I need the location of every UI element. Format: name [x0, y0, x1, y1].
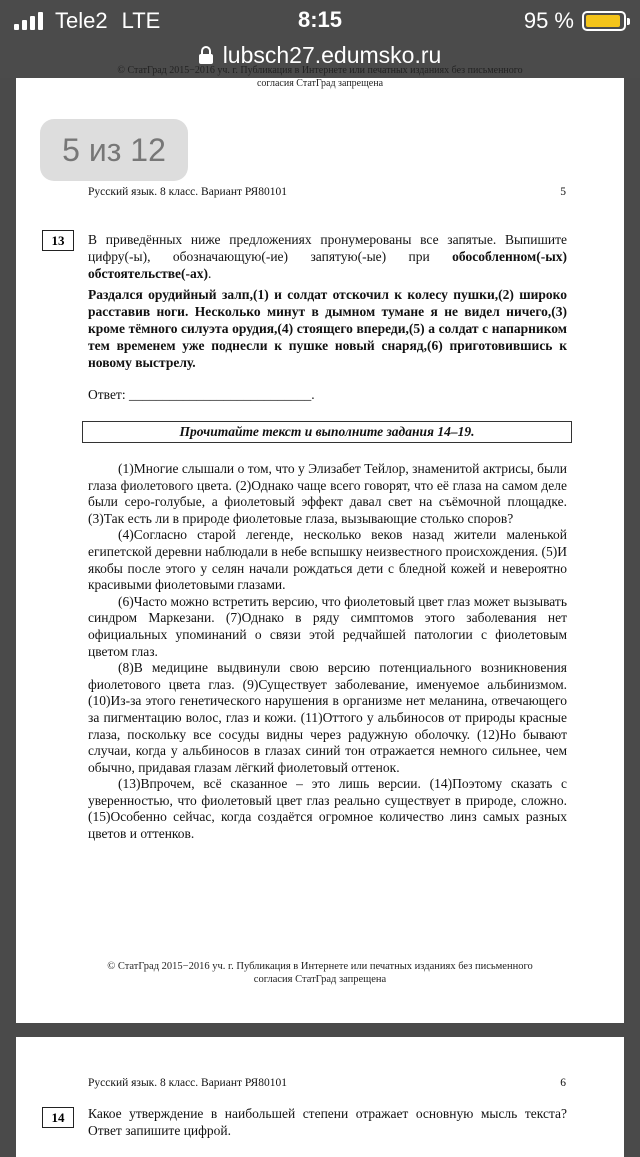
task-number-13: 13: [42, 230, 74, 251]
lock-icon: [199, 46, 213, 64]
task-number-14: 14: [42, 1107, 74, 1128]
answer-line: Ответ: ___________________________.: [88, 387, 315, 402]
footer-line1: © СтатГрад 2015−2016 уч. г. Публикация в Интернете или печатных изданиях без письменного: [107, 961, 533, 972]
battery-status: [524, 7, 626, 35]
page-footer: [16, 960, 624, 986]
clock: 8:15: [297, 7, 343, 32]
battery-icon: [582, 11, 626, 31]
header-title: Русский язык. 8 класс. Вариант РЯ80101: [88, 1077, 287, 1089]
text-paragraph: (4)Согласно старой легенде, несколько веков назад жители маленькой египетской деревни наблюдали в небе вспышку неизвестного происхождения. (5)И якобы после этого у селян начали рождаться дети с бледной кожей и невероятно красивыми фиолетовыми глазами.: [88, 527, 567, 593]
instruction-text: В приведённых ниже предложениях пронумерованы все запятые. Выпишите цифру(-ы), обозначающую(-ие) запятую(-ые) при: [88, 232, 567, 264]
task-13-sentence: Раздался орудийный залп,(1) и солдат отскочил к колесу пушки,(2) широко расставив ноги. Несколько минут в дымном тумане я не видел ничего,(3) кроме тёмного силуэта орудия,(4) стоящего впереди,(5) а солдат с напарником тем временем уже поднесли к пушке новый снаряд,(6) приготовившись к новому выстрелу.: [88, 287, 567, 370]
document-page-6: [16, 1037, 624, 1157]
previous-footer-line2: согласия СтатГрад запрещена: [256, 78, 384, 89]
text-paragraph: (8)В медицине выдвинули свою версию потенциального возникновения фиолетового цвета глаз. (9)Существует заболевание, именуемое альбинизмом. (10)Из-за этого генетического нарушения в организме нет меланина, отвечающего за пигментацию волос, глаз и кожи. (11)Оттого у альбиносов от природы красные глаза, поскольку все сосуды видны через радужную оболочку. (12)Но бывают случаи, когда у альбиносов в глазах синий тон отражается немного сильнее, чем обычно, придавая глазам лёгкий фиолетовый оттенок.: [88, 660, 567, 775]
task-14-instruction: Какое утверждение в наибольшей степени отражает основную мысль текста? Ответ запишите цифрой.: [88, 1106, 567, 1138]
text-paragraph: (1)Многие слышали о том, что у Элизабет Тейлор, знаменитой актрисы, были глаза фиолетового цвета. (2)Однако чаще всего говорят, что её глаза на самом деле были серо-голубые, а фиолетовый эффект давал свет на съёмочной площадке. (3)Так есть ли в природе фиолетовые глаза, вызывающие столько споров?: [88, 461, 567, 526]
page-indicator: 5 из 12: [40, 119, 188, 181]
page-header: [88, 186, 566, 198]
carrier-name: Tele2: [55, 8, 108, 33]
footer-line2: согласия СтатГрад запрещена: [253, 974, 387, 985]
page-header: [88, 1077, 566, 1089]
task-13-instruction: [88, 231, 567, 282]
text-paragraph: (13)Впрочем, всё сказанное – это лишь версии. (14)Поэтому сказать с уверенностью, что фиолетовый цвет глаз реально существует в природе, сложно. (15)Особенно сейчас, когда создаётся огромное количество линз самых разных цветов и оттенков.: [88, 776, 567, 842]
text-paragraph: (6)Часто можно встретить версию, что фиолетовый цвет глаз может вызывать синдром Маркезани. (7)Однако в ряду симптомов этого заболевания нет официальных упоминаний о связи этой редчайшей патологии с фиолетовым цветом глаз.: [88, 593, 567, 659]
battery-percent: 95 %: [523, 8, 574, 33]
previous-page-footer: [16, 64, 624, 90]
page-number: 6: [560, 1077, 566, 1089]
previous-footer-line1: © СтатГрад 2015−2016 уч. г. Публикация в Интернете или печатных изданиях без письменного: [117, 65, 523, 76]
instruction-bold: обособленном(-ых) обстоятельстве(-ах): [88, 249, 567, 281]
reading-instruction-box: Прочитайте текст и выполните задания 14–19.: [82, 421, 572, 443]
document-page-5: [16, 65, 624, 1023]
url-text[interactable]: lubsch27.edumsko.ru: [222, 41, 442, 68]
page-number: 5: [560, 186, 566, 198]
instruction-end: .: [207, 266, 212, 281]
reading-text: [88, 461, 567, 843]
network-type: LTE: [121, 8, 161, 33]
header-title: Русский язык. 8 класс. Вариант РЯ80101: [88, 186, 287, 198]
